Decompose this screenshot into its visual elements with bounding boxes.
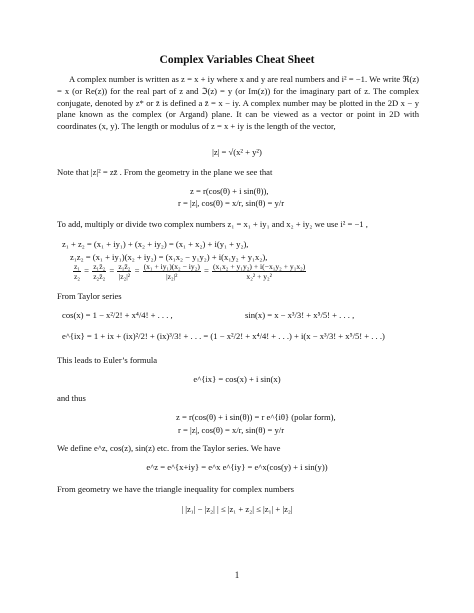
- euler-heading: This leads to Euler’s formula: [57, 355, 158, 365]
- division-equation: $\frac{\text{z₁}}{\text{z₂}}$ = $\frac{\text{z₁z̄₂}}{\text{z₂z̄₂}}$ = $\frac{\text{z₁z̄₂}}{\text{|z₂|²}}$ = $\frac{\text{(x₁ + iy₁)(x₂ − iy₂)}}{\text{|z₂|²}}$ = $\frac{\text{(x₁x₂ + y₁y₂) + i(−x₁y₂ + y₁x₂)}}{\text{x₂² + y₂²}}$: [74, 262, 306, 281]
- page-number: 1: [234, 570, 240, 580]
- exponential-series: e^{ix} = 1 + ix + (ix)²/2! + (ix)³/3! + . . . = (1 − x²/2! + x⁴/4! + . . .) + i(x − x³/3! + x⁵/5! + . . .): [62, 331, 385, 341]
- intro-paragraph: A complex number is written as z = x + iy where x and y are real numbers and i² = −1. We write ℜ(z) = x (or Re(z)) for the real part of z and ℑ(z) = y (or Im(z)) for the imaginary part of z. The complex conjugate, denoted by z* or z̄ is defined a z̄ = x − iy. A complex number may be plotted in the 2D x − y plane known as the complex (or Argand) plane. It can be viewed as a vector or point in 2D with coordinates (x, y). The length or modulus of z = x + iy is the length of the vector,: [57, 74, 419, 132]
- polar-equation-2: r = |z|, cos(θ) = x/r, sin(θ) = y/r: [178, 198, 285, 208]
- polar-form-equation: z = r(cos(θ) + i sin(θ)) = r e^{iθ} (polar form),: [176, 412, 336, 422]
- euler-formula: e^{ix} = cos(x) + i sin(x): [193, 374, 281, 384]
- cos-series: cos(x) = 1 − x²/2! + x⁴/4! + . . . ,: [62, 310, 173, 320]
- note-line: Note that |z|² = zz̄ . From the geometry in the plane we see that: [57, 167, 273, 177]
- addition-equation: z₁ + z₂ = (x₁ + iy₁) + (x₂ + iy₂) = (x₁ + x₂) + i(y₁ + y₂),: [62, 239, 249, 249]
- arithmetic-line: To add, multiply or divide two complex numbers z₁ = x₁ + iy₁ and x₂ + iy₂ we use i² = −1 ,: [57, 219, 368, 229]
- modulus-equation: |z| = √(x² + y²): [212, 147, 262, 157]
- div-fraction-4: $\frac{\text{(x₁ + iy₁)(x₂ − iy₂)}}{\text{|z₂|²}}$: [143, 262, 200, 281]
- page-title: Complex Variables Cheat Sheet: [159, 54, 315, 66]
- sin-series: sin(x) = x − x³/3! + x⁵/5! + . . . ,: [245, 310, 355, 320]
- taylor-heading: From Taylor series: [57, 291, 122, 301]
- and-thus-text: and thus: [57, 393, 86, 403]
- multiplication-equation: z₁z₂ = (x₁ + iy₁)(x₂ + iy₂) = (x₁x₂ − y₁y₂) + i(x₁y₂ + y₁x₂),: [70, 252, 268, 262]
- polar-equation-1: z = r(cos(θ) + i sin(θ)),: [190, 186, 269, 196]
- exponential-equation: e^z = e^{x+iy} = e^x e^{iy} = e^x(cos(y) + i sin(y)): [146, 462, 328, 472]
- div-fraction-3: $\frac{\text{z₁z̄₂}}{\text{|z₂|²}}$: [118, 262, 131, 281]
- div-fraction-5: $\frac{\text{(x₁x₂ + y₁y₂) + i(−x₁y₂ + y₁x₂)}}{\text{x₂² + y₂²}}$: [213, 262, 306, 281]
- div-lhs: $\frac{\text{z₁}}{\text{z₂}}$: [74, 262, 81, 281]
- div-fraction-2: $\frac{\text{z₁z̄₂}}{\text{z₂z̄₂}}$: [93, 262, 106, 281]
- triangle-inequality: | |z₁| − |z₂| | ≤ |z₁ + z₂| ≤ |z₁| + |z₂|: [181, 504, 293, 514]
- triangle-line: From geometry we have the triangle inequality for complex numbers: [57, 484, 294, 494]
- define-line: We define e^z, cos(z), sin(z) etc. from the Taylor series. We have: [57, 443, 281, 453]
- polar-form-relations: r = |z|, cos(θ) = x/r, sin(θ) = y/r: [178, 425, 285, 435]
